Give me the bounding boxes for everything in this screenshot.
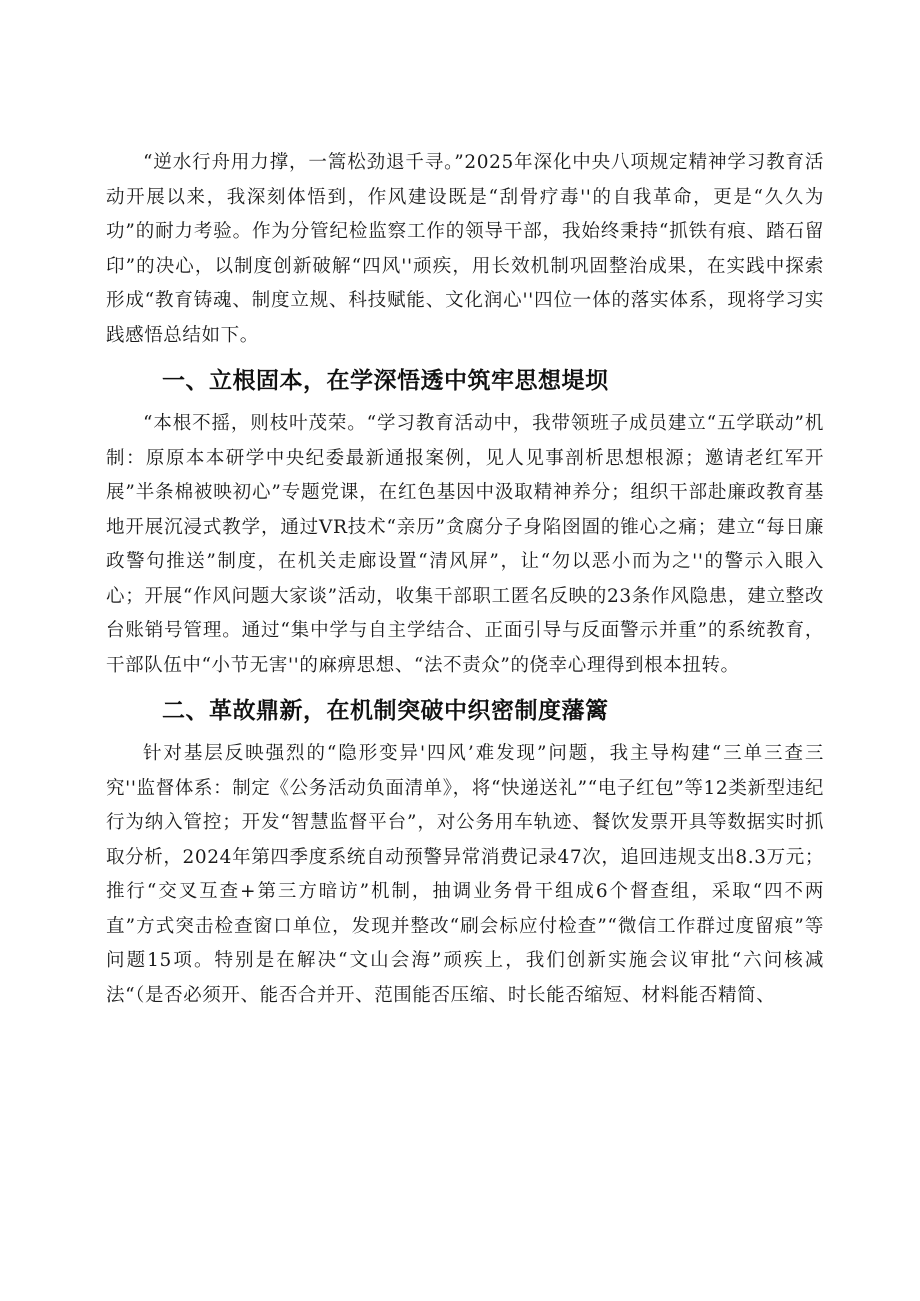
intro-paragraph: “逆水行舟用力撑，一篙松劲退千寻。”2025年深化中央八项规定精神学习教育活动开展以来，我深刻体悟到，作风建设既是“刮骨疗毒''的自我革命，更是“久久为功”的耐力考验。作为分管纪检监察工作的领导干部，我始终秉持“抓铁有痕、踏石留印”的决心，以制度创新破解“四风''顽疾，用长效机制巩固整治成果，在实践中探索形成“教育铸魂、制度立规、科技赋能、文化润心''四位一体的落实体系，现将学习实践感悟总结如下。 [106, 152, 824, 346]
section-2-heading: 二、革故鼎新，在机制突破中织密制度藩篱 [162, 698, 609, 724]
section-2-paragraph: 针对基层反映强烈的“隐形变异'四风’难发现”问题，我主导构建“三单三查三究''监督体系：制定《公务活动负面清单》，将“快递送礼”“电子红包”等12类新型违纪行为纳入管控；开发“智慧监督平台”，对公务用车轨迹、餐饮发票开具等数据实时抓取分析，2024年第四季度系统自动预警异常消费记录47次，追回违规支出8.3万元；推行“交叉互查+第三方暗访”机制，抽调业务骨干组成6个督查组，采取“四不两直”方式突击检查窗口单位，发现并整改“刷会标应付检查”“微信工作群过度留痕”等问题15项。特别是在解决“文山会海”顽疾上，我们创新实施会议审批“六问核减法“（是否必须开、能否合并开、范围能否压缩、时长能否缩短、材料能否精简、 [106, 743, 824, 1006]
section-1-heading: 一、立根固本，在学深悟透中筑牢思想堤坝 [162, 368, 609, 394]
section-1-paragraph: “本根不摇，则枝叶茂荣。“学习教育活动中，我带领班子成员建立“五学联动”机制：原原本本研学中央纪委最新通报案例，见人见事剖析思想根源；邀请老红军开展”半条棉被映初心”专题党课，在红色基因中汲取精神养分；组织干部赴廉政教育基地开展沉浸式教学，通过VR技术“亲历”贪腐分子身陷囹圄的锥心之痛；建立“每日廉政警句推送”制度，在机关走廊设置“清风屏”，让“勿以恶小而为之''的警示入眼入心；开展“作风问题大家谈”活动，收集干部职工匿名反映的23条作风隐患，建立整改台账销号管理。通过“集中学与自主学结合、正面引导与反面警示并重”的系统教育，干部队伍中“小节无害''的麻痹思想、“法不责众”的侥幸心理得到根本扭转。 [106, 413, 824, 676]
